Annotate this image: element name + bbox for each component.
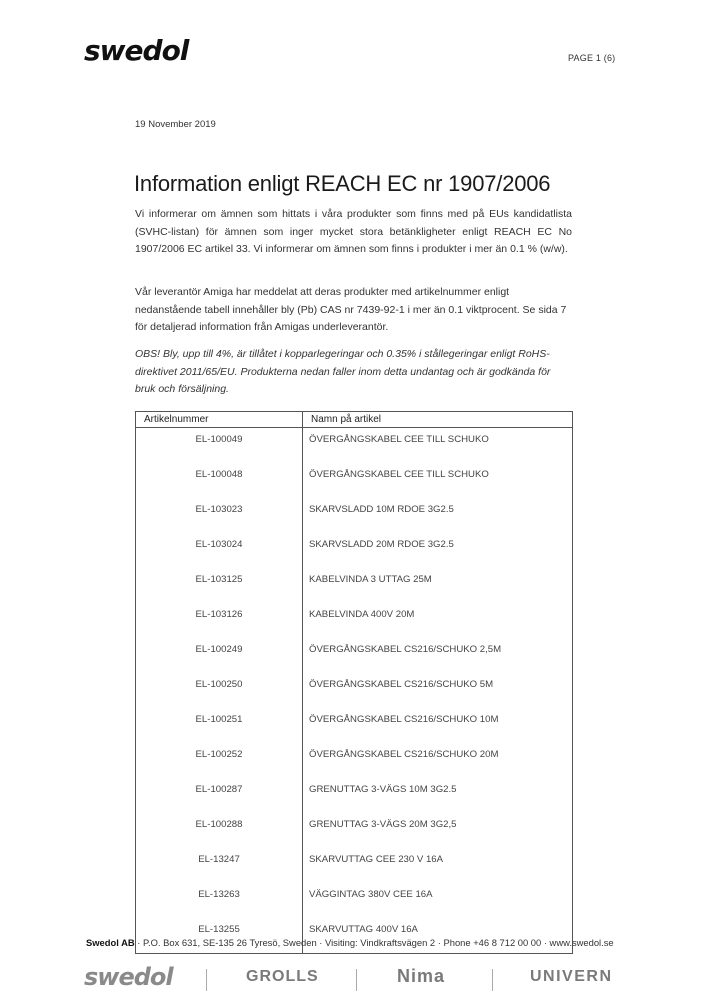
article-name-cell: ÖVERGÅNGSKABEL CEE TILL SCHUKO bbox=[303, 428, 573, 464]
brand-separator bbox=[356, 969, 357, 991]
table-row bbox=[136, 883, 573, 918]
table-row bbox=[136, 568, 573, 603]
article-number-cell: EL-103024 bbox=[136, 533, 303, 568]
note-paragraph: OBS! Bly, upp till 4%, är tillåtet i kopparlegeringar och 0.35% i stållegeringar enligt RoHS-direktivet 2011/65/EU. Produkterna nedan faller inom detta undantag och är godkända för bruk och försäljning. bbox=[135, 348, 551, 395]
document-title: Information enligt REACH EC nr 1907/2006 bbox=[134, 171, 551, 196]
article-number-cell: EL-100251 bbox=[136, 708, 303, 743]
table-row bbox=[136, 848, 573, 883]
swedol-logo: swedol bbox=[84, 34, 189, 67]
article-name-cell: SKARVSLADD 10M RDOE 3G2.5 bbox=[303, 498, 573, 533]
brand-univern-logo: UNIVERN bbox=[530, 968, 613, 985]
page-number: PAGE 1 (6) bbox=[568, 53, 616, 63]
article-number-cell: EL-103125 bbox=[136, 568, 303, 603]
table-row bbox=[136, 638, 573, 673]
brand-grolls-logo: GROLLS bbox=[246, 968, 319, 985]
table-row bbox=[136, 778, 573, 813]
article-number-cell: EL-100252 bbox=[136, 743, 303, 778]
article-name-cell: KABELVINDA 400V 20M bbox=[303, 603, 573, 638]
footer-company: Swedol AB bbox=[86, 937, 135, 948]
article-name-cell: ÖVERGÅNGSKABEL CS216/SCHUKO 20M bbox=[303, 743, 573, 778]
article-number-cell: EL-103126 bbox=[136, 603, 303, 638]
brand-separator bbox=[206, 969, 207, 991]
column-header-article-name: Namn på artikel bbox=[303, 412, 573, 428]
table-row bbox=[136, 428, 573, 464]
article-name-cell: GRENUTTAG 3-VÄGS 20M 3G2,5 bbox=[303, 813, 573, 848]
article-number-cell: EL-13263 bbox=[136, 883, 303, 918]
brand-separator bbox=[492, 969, 493, 991]
intro-paragraph: Vi informerar om ämnen som hittats i våra produkter som finns med på EUs kandidatlista (SVHC-listan) för ämnen som inger mycket stora betänkligheter enligt REACH EC No 1907/2006 EC artikel 33. Vi informerar om ämnen som finns i produkter i mer än 0.1 % (w/w). bbox=[135, 208, 572, 255]
column-header-article-number: Artikelnummer bbox=[136, 412, 303, 428]
table-row bbox=[136, 603, 573, 638]
article-number-cell: EL-100287 bbox=[136, 778, 303, 813]
article-name-cell: ÖVERGÅNGSKABEL CEE TILL SCHUKO bbox=[303, 463, 573, 498]
article-name-cell: SKARVUTTAG 400V 16A bbox=[303, 918, 573, 954]
brand-swedol-logo: swedol bbox=[84, 963, 173, 991]
table-row bbox=[136, 743, 573, 778]
article-number-cell: EL-103023 bbox=[136, 498, 303, 533]
article-name-cell: GRENUTTAG 3-VÄGS 10M 3G2.5 bbox=[303, 778, 573, 813]
article-number-cell: EL-100250 bbox=[136, 673, 303, 708]
article-name-cell: ÖVERGÅNGSKABEL CS216/SCHUKO 10M bbox=[303, 708, 573, 743]
table-row bbox=[136, 673, 573, 708]
table-row bbox=[136, 708, 573, 743]
article-name-cell: KABELVINDA 3 UTTAG 25M bbox=[303, 568, 573, 603]
table-row bbox=[136, 533, 573, 568]
article-number-cell: EL-100288 bbox=[136, 813, 303, 848]
article-name-cell: SKARVUTTAG CEE 230 V 16A bbox=[303, 848, 573, 883]
article-name-cell: VÄGGINTAG 380V CEE 16A bbox=[303, 883, 573, 918]
table-row bbox=[136, 498, 573, 533]
article-table bbox=[135, 411, 573, 954]
footer-address bbox=[86, 937, 626, 948]
article-number-cell: EL-13255 bbox=[136, 918, 303, 954]
article-name-cell: SKARVSLADD 20M RDOE 3G2.5 bbox=[303, 533, 573, 568]
article-name-cell: ÖVERGÅNGSKABEL CS216/SCHUKO 5M bbox=[303, 673, 573, 708]
footer-address-text: · P.O. Box 631, SE-135 26 Tyresö, Sweden · Visiting: Vindkraftsvägen 2 · Phone +46 8 712 00 00 · www.swedol.se bbox=[134, 937, 614, 948]
table-row bbox=[136, 813, 573, 848]
article-number-cell: EL-100249 bbox=[136, 638, 303, 673]
brand-bar bbox=[84, 963, 624, 997]
article-number-cell: EL-13247 bbox=[136, 848, 303, 883]
brand-nima-logo: Nima bbox=[397, 966, 446, 986]
article-name-cell: ÖVERGÅNGSKABEL CS216/SCHUKO 2,5M bbox=[303, 638, 573, 673]
supplier-paragraph: Vår leverantör Amiga har meddelat att deras produkter med artikelnummer enligt nedanstående tabell innehåller bly (Pb) CAS nr 7439-92-1 i mer än 0.1 viktprocent. Se sida 7 för detaljerad information från Amigas underleverantör. bbox=[135, 286, 567, 333]
document-date: 19 November 2019 bbox=[135, 119, 216, 130]
table-row bbox=[136, 463, 573, 498]
article-number-cell: EL-100049 bbox=[136, 428, 303, 464]
article-number-cell: EL-100048 bbox=[136, 463, 303, 498]
table-header-row bbox=[136, 412, 573, 428]
table-row bbox=[136, 918, 573, 954]
